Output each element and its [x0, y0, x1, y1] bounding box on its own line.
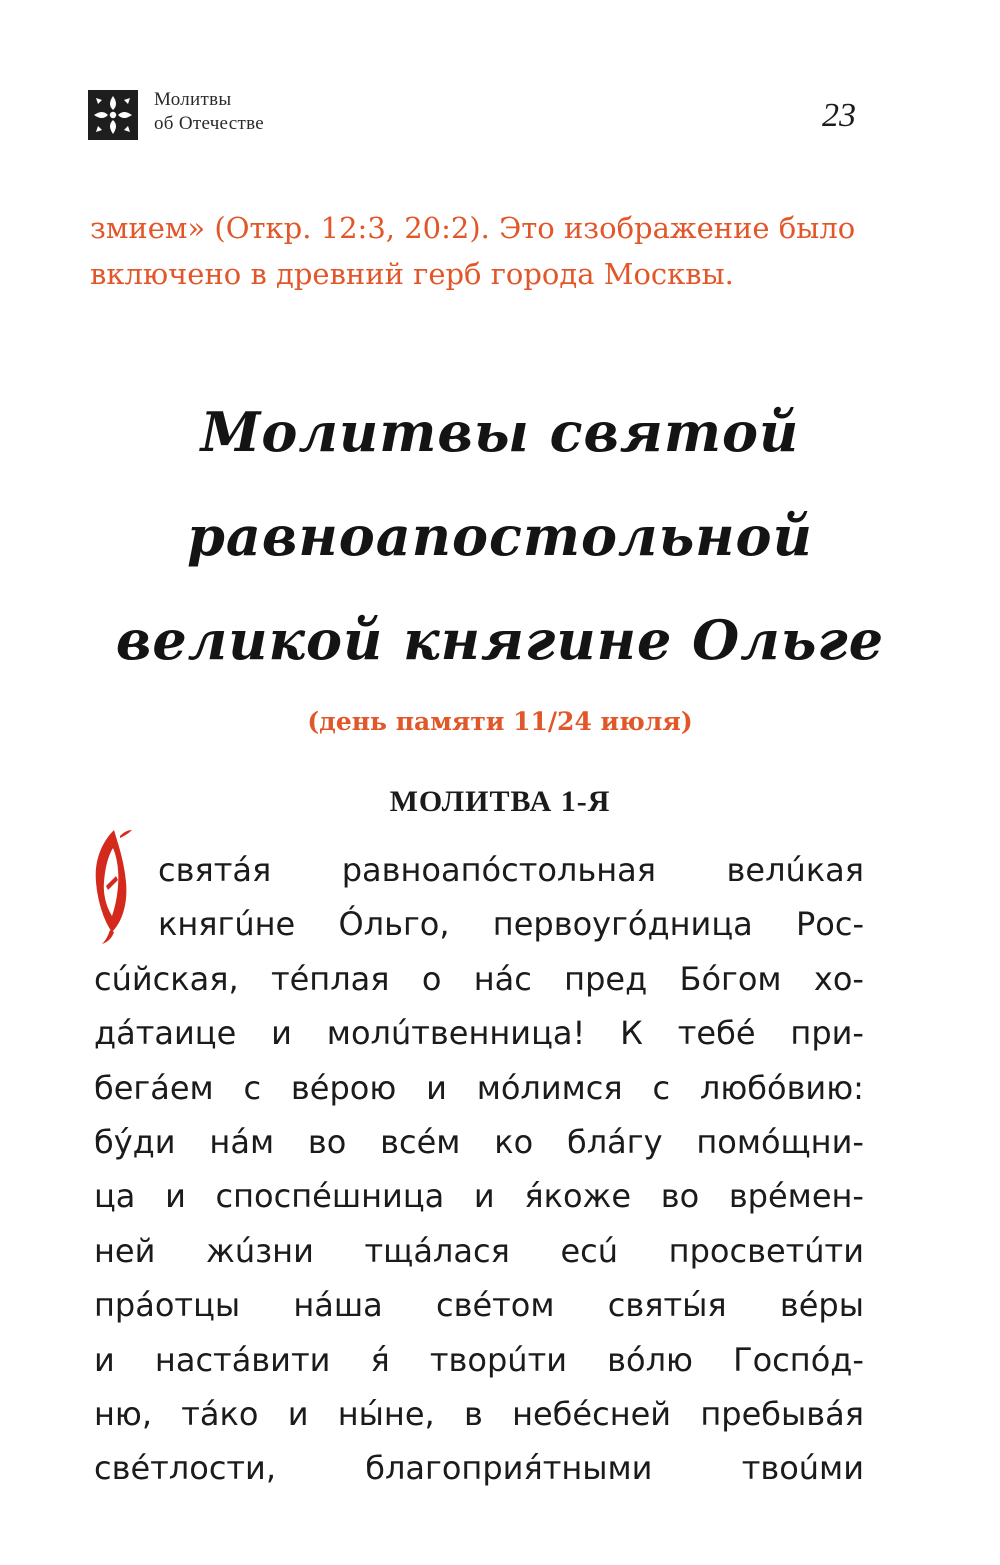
- prayer-word: и: [473, 1177, 495, 1216]
- prayer-word: просветúти: [668, 1231, 864, 1270]
- cross-ornament-icon: [88, 90, 138, 140]
- prayer-word: святы́я: [607, 1286, 727, 1325]
- prayer-word: ко: [494, 1122, 534, 1161]
- prayer-word: нáс: [473, 959, 532, 998]
- title-line: равноапостольной: [187, 504, 813, 568]
- prayer-word: нáша: [293, 1286, 383, 1325]
- prayer-word: есú: [560, 1231, 619, 1270]
- prayer-word: велúкая: [726, 851, 864, 889]
- prayer-word: сúйская,: [94, 959, 239, 998]
- prayer-word: о: [421, 959, 442, 998]
- prayer-line: [94, 1387, 864, 1441]
- intro-line: включено в древний герб города Москвы.: [90, 257, 734, 291]
- prayer-line: [94, 1169, 864, 1223]
- prayer-word: любóвию:: [699, 1068, 864, 1107]
- prayer-line: [94, 1278, 864, 1332]
- prayer-word: пред: [564, 959, 648, 998]
- prayer-heading: МОЛИТВА 1-Я: [389, 785, 611, 818]
- prayer-word: с: [652, 1068, 671, 1107]
- prayer-word: молúтвенница!: [326, 1014, 586, 1053]
- page-number: 23: [822, 97, 856, 134]
- prayer-word: с: [243, 1068, 262, 1107]
- prayer-word: споспéшница: [215, 1177, 445, 1216]
- prayer-word: и: [165, 1177, 186, 1216]
- prayer-word: вéры: [779, 1286, 864, 1325]
- prayer-word: пребывáя: [700, 1394, 864, 1433]
- prayer-word: помóщни-: [696, 1122, 864, 1161]
- prayer-word: при-: [790, 1014, 864, 1053]
- prayer-word: первоугóдница: [492, 905, 753, 944]
- section-title: [60, 380, 940, 692]
- prayer-word: бýди: [94, 1122, 176, 1161]
- title-line: великой княгине Ольге: [115, 608, 885, 672]
- running-title-line: об Отечестве: [154, 113, 264, 134]
- prayer-word: тáко: [181, 1394, 259, 1433]
- prayer-word: ню,: [94, 1394, 153, 1433]
- prayer-word: я́: [370, 1340, 390, 1379]
- prayer-word: ны́не,: [337, 1394, 435, 1433]
- prayer-word: благоприя́тными: [365, 1449, 653, 1488]
- prayer-line: [94, 1115, 864, 1169]
- prayer-word: во: [307, 1122, 347, 1161]
- prayer-word: бегáем: [94, 1068, 214, 1107]
- prayer-word: свéтом: [436, 1286, 555, 1325]
- intro-line: змием» (Откр. 12:3, 20:2). Это изображение было: [90, 211, 856, 245]
- prayer-word: настáвити: [154, 1340, 331, 1379]
- prayer-line: [94, 1224, 864, 1278]
- page-header: [88, 88, 868, 148]
- prayer-word: вéрою: [290, 1068, 397, 1107]
- prayer-word: в: [463, 1394, 483, 1433]
- prayer-word: во: [660, 1177, 700, 1216]
- prayer-line: [94, 1006, 864, 1060]
- prayer-word: вóлю: [607, 1340, 693, 1379]
- prayer-line: [94, 1441, 864, 1495]
- prayer-word: я́коже: [524, 1177, 632, 1216]
- prayer-word: ней: [94, 1231, 156, 1270]
- prayer-word: творúти: [429, 1340, 567, 1379]
- prayer-word: Óльго,: [338, 905, 450, 944]
- prayer-word: Рос-: [795, 905, 864, 944]
- prayer-word: свéтлости,: [94, 1449, 277, 1488]
- prayer-word: К: [620, 1014, 643, 1053]
- prayer-word: тщáлася: [364, 1231, 510, 1270]
- prayer-word: святáя: [158, 851, 272, 889]
- prayer-line: [94, 1333, 864, 1387]
- prayer-line: [94, 1061, 864, 1115]
- prayer-word: всéм: [380, 1122, 461, 1161]
- prayer-word: дáтаице: [94, 1014, 237, 1053]
- prayer-text: [94, 843, 864, 1496]
- prayer-word: нáм: [209, 1122, 275, 1161]
- prayer-word: и: [94, 1340, 115, 1379]
- prayer-word: ца: [94, 1177, 136, 1216]
- prayer-word: равноапóстольная: [341, 851, 657, 889]
- prayer-word: Госпóд-: [733, 1340, 864, 1379]
- prayer-word: небéсней: [512, 1394, 672, 1433]
- running-title-line: Молитвы: [154, 89, 232, 110]
- prayer-word: врéмен-: [728, 1177, 864, 1216]
- prayer-line: [94, 897, 864, 951]
- prayer-word: и: [287, 1394, 309, 1433]
- intro-paragraph: [90, 205, 880, 297]
- prayer-word: блáгу: [566, 1122, 663, 1161]
- title-line: Молитвы святой: [200, 400, 800, 464]
- prayer-word: тéплая: [270, 959, 390, 998]
- prayer-line: [94, 952, 864, 1006]
- prayer-line: [94, 843, 864, 897]
- prayer-word: Бóгом: [679, 959, 782, 998]
- prayer-word: прáотцы: [94, 1286, 241, 1325]
- feast-day-note: (день памяти 11/24 июля): [307, 707, 693, 736]
- prayer-word: твоúми: [741, 1449, 864, 1488]
- prayer-word: и: [426, 1068, 447, 1107]
- running-title: [154, 88, 264, 136]
- prayer-word: тебé: [677, 1014, 756, 1053]
- prayer-word: жúзни: [206, 1231, 314, 1270]
- prayer-word: и: [271, 1014, 292, 1053]
- prayer-word: княгúне: [158, 905, 296, 944]
- prayer-word: хо-: [813, 959, 864, 998]
- prayer-word: мóлимся: [476, 1068, 623, 1107]
